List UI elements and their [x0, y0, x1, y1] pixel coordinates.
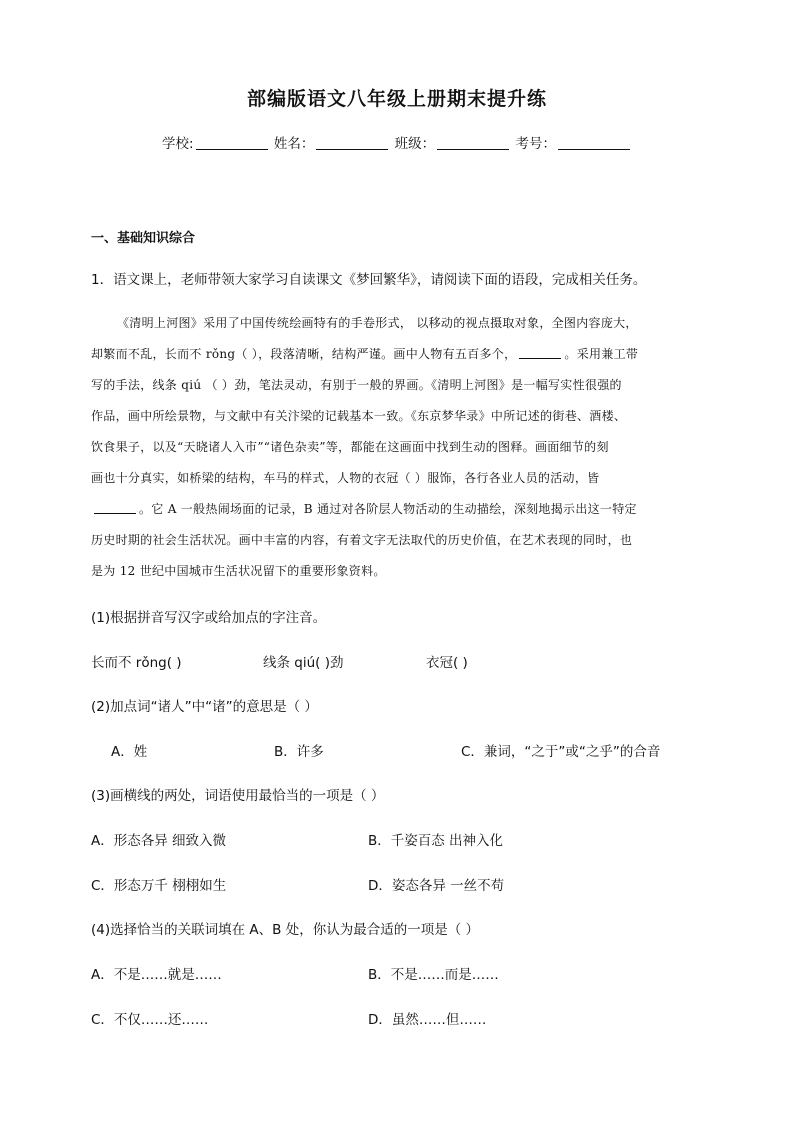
passage-line: [91, 339, 711, 370]
section-heading: 一、基础知识综合: [91, 231, 196, 246]
passage-line: 写的手法，线条 qiú （ ）劲，笔法灵动，有别于一般的界画。《清明上河图》是一幅写实性很强的: [91, 378, 622, 392]
option-d[interactable]: D．姿态各异 一丝不苟: [368, 878, 505, 894]
fill-blank-line: [519, 346, 561, 359]
name-blank[interactable]: [316, 135, 388, 150]
option-c[interactable]: C．形态万千 栩栩如生: [91, 878, 227, 894]
option-a[interactable]: A．不是……就是……: [91, 967, 222, 983]
option-d[interactable]: D．虽然……但……: [368, 1012, 487, 1028]
pinyin-item: 线条 qiú( )劲: [263, 655, 344, 671]
id-blank[interactable]: [558, 135, 630, 150]
option-b[interactable]: B．许多: [274, 744, 324, 760]
reading-passage: [91, 308, 711, 587]
passage-line: 饮食果子，以及“天晓诸人入市”“诸色杂卖”等，都能在这画面中找到生动的图释。画面细节的刻: [91, 440, 609, 454]
school-blank[interactable]: [196, 135, 268, 150]
option-b[interactable]: B．千姿百态 出神入化: [368, 833, 504, 849]
passage-line: 画也十分真实，如桥梁的结构，车马的样式，人物的衣冠（ ）服饰，各行各业人员的活动，皆: [91, 471, 600, 485]
passage-text: 却繁而不乱，长而不 rǒng（ ），段落清晰，结构严谨。画中人物有五百多个，: [91, 347, 517, 361]
subquestion-3-stem: (3)画横线的两处，词语使用最恰当的一项是（ ）: [91, 788, 385, 804]
subquestion-1-stem: (1)根据拼音写汉字或给加点的字注音。: [91, 610, 327, 626]
class-blank[interactable]: [437, 135, 509, 150]
school-label: 学校:: [162, 136, 194, 152]
option-a[interactable]: A．形态各异 细致入微: [91, 833, 227, 849]
fill-blank-line: [94, 501, 136, 514]
student-info-line: [0, 132, 794, 152]
pinyin-item: 长而不 rǒng( ): [91, 655, 182, 671]
page-title: 部编版语文八年级上册期末提升练: [246, 88, 547, 110]
question-1-stem: 1．语文课上，老师带领大家学习自读课文《梦回繁华》，请阅读下面的语段，完成相关任务。: [91, 272, 647, 288]
option-c[interactable]: C．不仅……还……: [91, 1012, 209, 1028]
passage-text: 。采用兼工带: [564, 347, 639, 361]
passage-line: 作品，画中所绘景物，与文献中有关汴梁的记载基本一致。《东京梦华录》中所记述的街巷、酒楼、: [91, 409, 627, 423]
class-label: 班级：: [394, 136, 436, 152]
passage-line: 《清明上河图》采用了中国传统绘画特有的手卷形式， 以移动的视点摄取对象，全图内容庞大，: [117, 316, 638, 330]
subquestion-2-stem: (2)加点词“诸人”中“诸”的意思是（ ）: [91, 699, 318, 715]
id-label: 考号：: [515, 136, 556, 152]
passage-text: 。它 A 一般热闹场面的记录，B 通过对各阶层人物活动的生动描绘，深刻地揭示出这一特定: [139, 502, 637, 516]
option-a[interactable]: A．姓: [111, 744, 148, 760]
option-b[interactable]: B．不是……而是……: [368, 967, 499, 983]
name-label: 姓名：: [273, 136, 315, 152]
pinyin-item: 衣冠( ): [426, 655, 468, 671]
option-c[interactable]: C．兼词，“之于”或“之乎”的合音: [461, 744, 661, 760]
passage-line: 是为 12 世纪中国城市生活状况留下的重要形象资料。: [91, 564, 386, 578]
subquestion-4-stem: (4)选择恰当的关联词填在 A、B 处，你认为最合适的一项是（ ）: [91, 922, 479, 938]
passage-line: [91, 494, 711, 525]
passage-line: 历史时期的社会生活状况。画中丰富的内容，有着文字无法取代的历史价值，在艺术表现的同时，也: [91, 533, 633, 547]
